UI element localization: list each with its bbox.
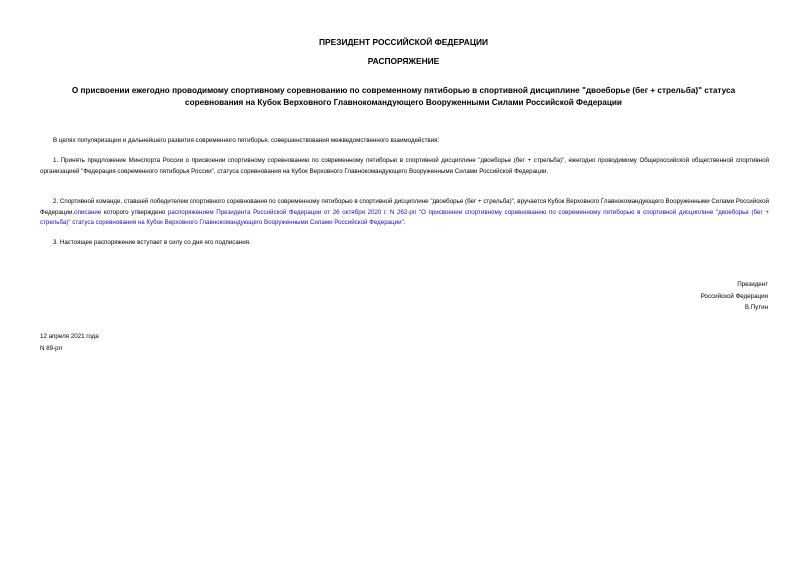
- signature-name: В.Путин: [744, 304, 768, 311]
- decree-link[interactable]: распоряжением Президента Российской Федерации от 26 октября 2020 г. N 262-рп "О присвоении спортивному соревнованию по современному пятиборью в спортивной дисциплине "двоеборье (бег + стрельба)" статуса соревнования на Кубок Верховного Главнокомандующего Вооруженными Силами Российской Федерации": [40, 208, 769, 226]
- signature-title: Президент: [737, 281, 768, 288]
- intro-paragraph: [40, 136, 769, 147]
- description-link[interactable]: описание: [74, 208, 102, 216]
- intro-text: В целях популяризации и дальнейшего развития современного пятиборья, совершенствования межведомственного взаимодействия:: [53, 137, 440, 144]
- item-1-text: 1. Принять предложение Минспорта России о присвоении спортивному соревнованию по современному пятиборью в спортивной дисциплине "двоеборье (бег + стрельба)", ежегодно проводимому Общероссийской общественной спортивной организацией "Федерация современного пятиборья России", статуса соревнования на Кубок Верховного Главнокомандующего Вооруженными Силами Российской Федерации.: [40, 157, 769, 175]
- document-type-heading: РАСПОРЯЖЕНИЕ: [367, 56, 440, 66]
- item-2-end-text: .: [403, 219, 406, 226]
- issuer-heading: ПРЕЗИДЕНТ РОССИЙСКОЙ ФЕДЕРАЦИИ: [319, 37, 488, 47]
- item-2-text: 2. Спортивной команде, ставшей победителем спортивного соревнования по современному пятиборью в спортивной дисциплине "двоеборье (бег + стрельба)", вручается Кубок Верховного Главнокомандующего Вооруженными Силами Российской Федерации,: [40, 198, 769, 216]
- document-meta: [40, 331, 99, 354]
- title-line-2: соревнования на Кубок Верховного Главнокомандующего Вооруженными Силами Российской Федерации: [185, 98, 622, 107]
- item-2-middle-text: которого утверждено: [101, 208, 168, 216]
- signature-country: Российской Федерации: [700, 292, 768, 300]
- title-line-1: О присвоении ежегодно проводимому спортивному соревнованию по современному пятиборью в спортивной дисциплине "двоеборье (бег + стрельба)" статуса: [71, 86, 736, 95]
- document-number: N 89-рп: [40, 344, 62, 352]
- signature-block: [701, 279, 768, 314]
- item-1-paragraph: [40, 156, 769, 177]
- item-3-text: 3. Настоящее распоряжение вступает в силу со дня его подписания.: [53, 239, 251, 246]
- document-date: 12 апреля 2021 года: [40, 333, 99, 340]
- document-title: [40, 85, 767, 109]
- item-2-paragraph: [40, 197, 769, 229]
- item-3-paragraph: [40, 238, 769, 249]
